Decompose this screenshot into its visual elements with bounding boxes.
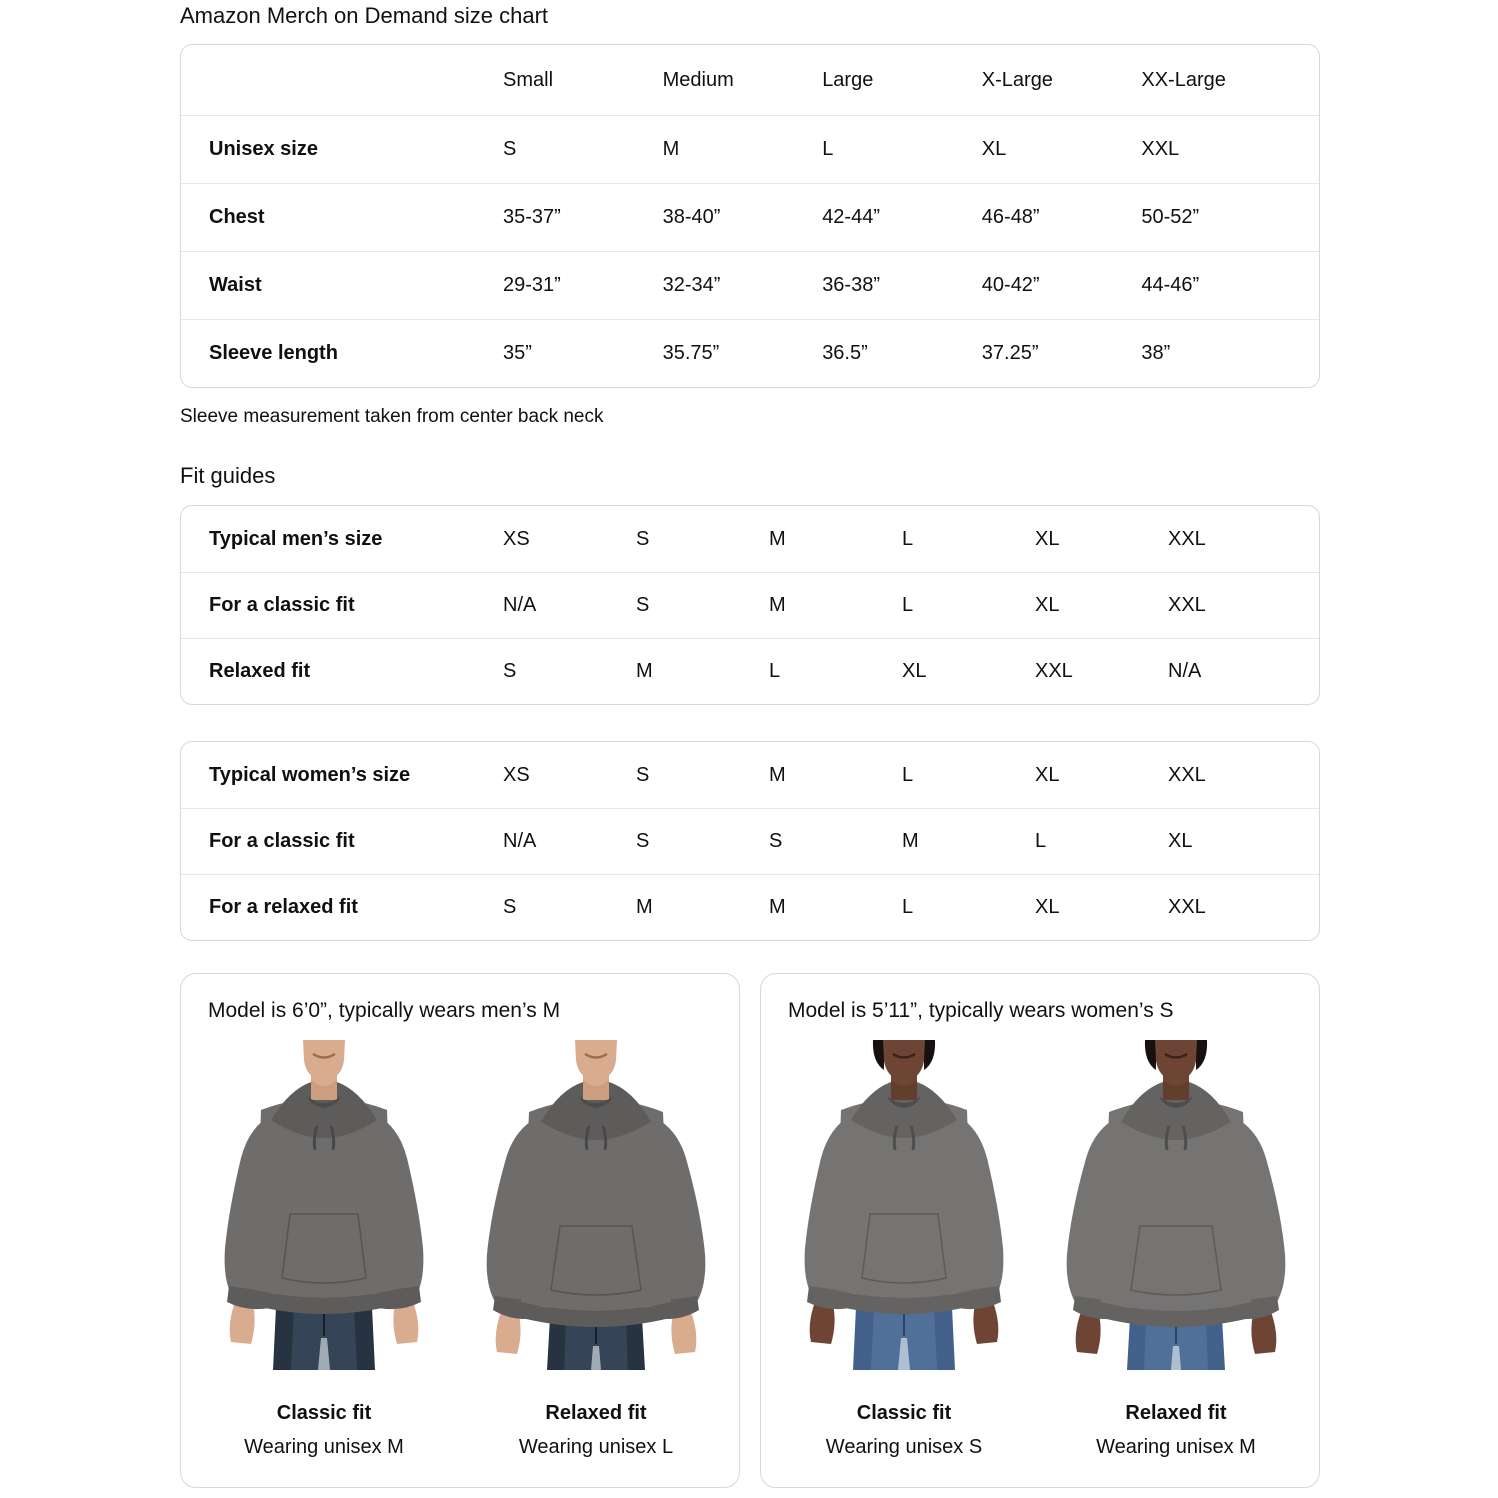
table-cell: 38-40” (662, 206, 721, 228)
row-label: Typical men’s size (209, 527, 383, 550)
model-image-womens-classic-fit (779, 1040, 1029, 1370)
table-cell: 44-46” (1141, 274, 1200, 296)
table-cell: S (636, 830, 650, 852)
wearing-label: Wearing unisex S (825, 1436, 983, 1458)
table-cell: XL (1035, 527, 1060, 550)
sleeve-note: Sleeve measurement taken from center back neck (180, 406, 604, 427)
figure-mens-classic (199, 1040, 449, 1459)
table-row-mens-relaxed-fit (181, 638, 1319, 704)
table-cell: 37.25” (981, 342, 1039, 364)
table-cell: S (503, 896, 517, 918)
table-cell: 35.75” (662, 342, 720, 364)
table-cell: XL (1168, 830, 1193, 852)
table-row-womens-classic-fit (181, 808, 1319, 874)
wearing-label: Wearing unisex M (244, 1436, 404, 1458)
table-cell: 35” (503, 342, 532, 364)
table-cell: 40-42” (981, 274, 1040, 296)
model-image-womens-relaxed-fit (1051, 1040, 1301, 1370)
table-cell: L (902, 527, 914, 550)
table-cell: XXL (1141, 138, 1180, 160)
row-label: Unisex size (209, 138, 318, 160)
size-chart-table (180, 44, 1320, 388)
table-cell: 32-34” (662, 274, 721, 296)
table-cell: M (636, 896, 653, 918)
table-cell: M (636, 660, 653, 682)
table-cell: 46-48” (981, 206, 1040, 228)
table-cell: M (769, 896, 786, 918)
row-label: For a classic fit (209, 830, 355, 852)
table-cell: S (636, 594, 650, 616)
column-header-small: Small (503, 68, 554, 91)
model-image-mens-classic-fit (199, 1040, 449, 1370)
table-cell: N/A (503, 594, 537, 616)
figures-row (181, 1040, 739, 1459)
table-cell: M (902, 830, 919, 852)
table-cell: XL (902, 660, 927, 682)
table-cell: XS (503, 527, 530, 550)
wearing-label: Wearing unisex M (1096, 1436, 1256, 1458)
table-cell: 38” (1141, 342, 1171, 364)
table-row-waist (181, 251, 1319, 319)
column-header-x-large: X-Large (981, 68, 1053, 91)
table-cell: 36.5” (822, 342, 868, 364)
table-cell: XXL (1168, 763, 1206, 786)
table-cell: M (662, 138, 680, 160)
table-cell: XXL (1168, 896, 1206, 918)
column-header-large: Large (822, 68, 874, 91)
table-cell: XXL (1168, 527, 1206, 550)
page-title: Amazon Merch on Demand size chart (180, 3, 549, 28)
table-cell: N/A (503, 830, 537, 852)
model-card-header: Model is 6’0”, typically wears men’s M (208, 999, 561, 1022)
table-cell: 36-38” (822, 274, 880, 296)
model-image-mens-relaxed-fit (471, 1040, 721, 1370)
row-label: Chest (209, 206, 265, 228)
figure-womens-relaxed (1051, 1040, 1301, 1459)
table-row-mens-classic-fit (181, 572, 1319, 638)
table-cell: L (902, 896, 914, 918)
row-label: Relaxed fit (209, 660, 311, 682)
table-cell: N/A (1168, 660, 1202, 682)
row-label: For a classic fit (209, 594, 355, 616)
column-header-xx-large: XX-Large (1141, 68, 1226, 91)
size-chart-header-row (181, 45, 1319, 115)
table-cell: 50-52” (1141, 206, 1200, 228)
table-row-typical-womens-size (181, 742, 1319, 808)
model-cards (180, 973, 1320, 1488)
figures-row (761, 1040, 1319, 1459)
fit-label: Relaxed fit (1125, 1402, 1227, 1424)
table-cell: M (769, 594, 786, 616)
table-cell: M (769, 527, 786, 550)
table-cell: XL (981, 138, 1007, 160)
row-label: For a relaxed fit (209, 896, 358, 918)
table-cell: S (503, 660, 517, 682)
womens-model-card (760, 973, 1320, 1488)
table-row-chest (181, 183, 1319, 251)
fit-label: Classic fit (276, 1402, 372, 1424)
fit-label: Classic fit (856, 1402, 952, 1424)
table-cell: XXL (1168, 594, 1206, 616)
table-cell: 35-37” (503, 206, 561, 228)
table-cell: L (902, 594, 914, 616)
fit-label: Relaxed fit (545, 1402, 647, 1424)
table-cell: XL (1035, 896, 1060, 918)
row-label: Typical women’s size (209, 763, 411, 786)
table-cell: XL (1035, 763, 1060, 786)
table-cell: L (822, 138, 834, 160)
table-cell: XXL (1035, 660, 1073, 682)
model-card-header: Model is 5’11”, typically wears women’s S (788, 999, 1174, 1022)
column-header-medium: Medium (662, 68, 734, 91)
womens-fit-table (180, 741, 1320, 941)
table-cell: S (636, 763, 650, 786)
table-row-unisex-size (181, 115, 1319, 183)
table-cell: M (769, 763, 786, 786)
table-row-typical-mens-size (181, 506, 1319, 572)
table-cell: XL (1035, 594, 1060, 616)
mens-model-card (180, 973, 740, 1488)
table-cell: XS (503, 763, 530, 786)
table-cell: L (902, 763, 914, 786)
table-cell: S (503, 138, 517, 160)
row-label: Sleeve length (209, 342, 338, 364)
table-cell: 42-44” (822, 206, 880, 228)
wearing-label: Wearing unisex L (518, 1436, 674, 1458)
table-cell: S (636, 527, 650, 550)
figure-mens-relaxed (471, 1040, 721, 1459)
figure-womens-classic (779, 1040, 1029, 1459)
mens-fit-table (180, 505, 1320, 705)
table-cell: 29-31” (503, 274, 561, 296)
table-cell: L (769, 660, 781, 682)
fit-guides-heading: Fit guides (180, 463, 276, 488)
row-label: Waist (209, 274, 262, 296)
table-cell: S (769, 830, 783, 852)
table-row-womens-relaxed-fit (181, 874, 1319, 940)
table-cell: L (1035, 830, 1047, 852)
table-row-sleeve-length (181, 319, 1319, 387)
